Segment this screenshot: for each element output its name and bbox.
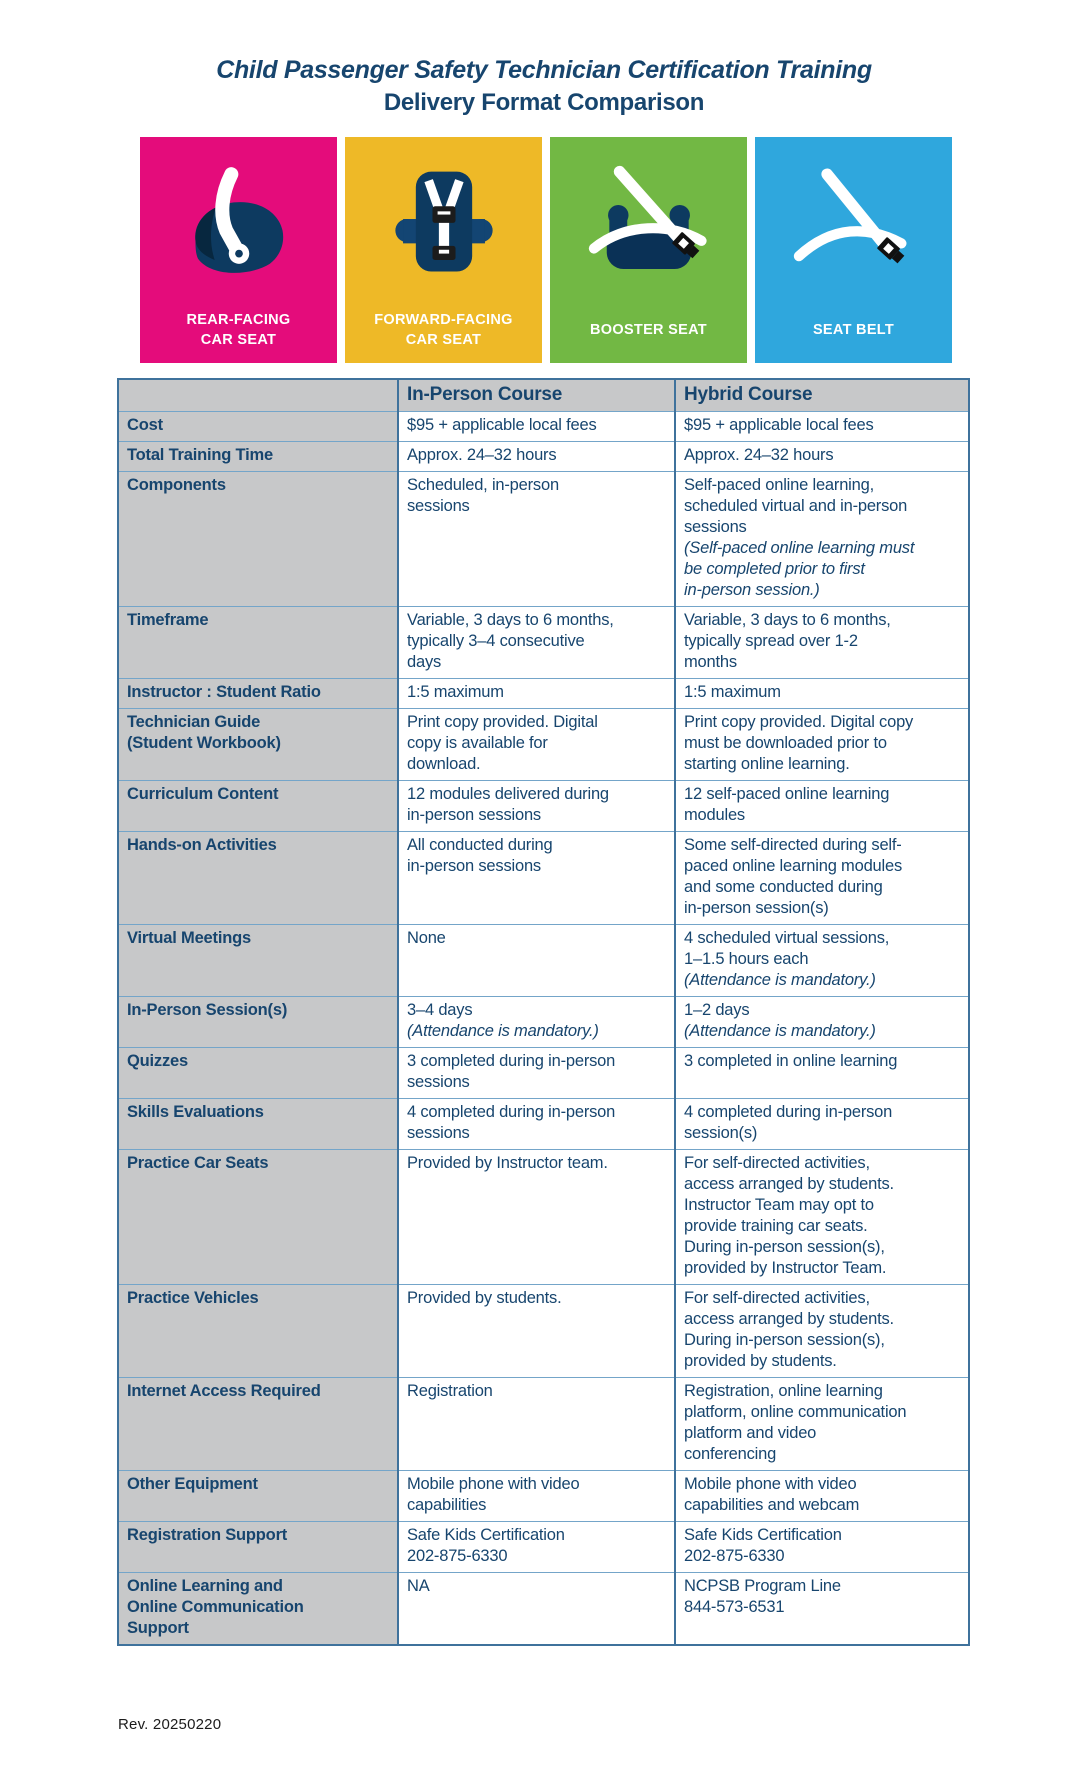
table-row bbox=[118, 781, 969, 832]
table-row bbox=[118, 1522, 969, 1573]
tile-forward-facing-car-seat bbox=[345, 137, 542, 363]
cell-text: Registration, online learning platform, online communication platform and video conferencing bbox=[684, 1382, 907, 1463]
table-row bbox=[118, 1471, 969, 1522]
hybrid-cell bbox=[675, 679, 969, 709]
cell-text: NA bbox=[407, 1577, 430, 1595]
document-title-block bbox=[0, 56, 1088, 117]
row-label: Registration Support bbox=[118, 1522, 398, 1573]
delivery-format-comparison-table bbox=[117, 378, 970, 1646]
hybrid-cell bbox=[675, 709, 969, 781]
in-person-cell bbox=[398, 1573, 675, 1646]
cell-text: For self-directed activities, access arranged by students. During in-person session(s), provided by students. bbox=[684, 1289, 894, 1370]
table-row bbox=[118, 607, 969, 679]
cell-text: 3 completed in online learning bbox=[684, 1052, 898, 1070]
in-person-cell bbox=[398, 1099, 675, 1150]
cell-text: All conducted during in-person sessions bbox=[407, 836, 553, 875]
column-header-in-person: In-Person Course bbox=[398, 379, 675, 412]
hybrid-cell bbox=[675, 1285, 969, 1378]
row-label: Virtual Meetings bbox=[118, 925, 398, 997]
row-label: Components bbox=[118, 472, 398, 607]
table-row bbox=[118, 997, 969, 1048]
in-person-cell bbox=[398, 997, 675, 1048]
tile-label bbox=[187, 309, 291, 363]
seat-belt-icon bbox=[755, 137, 952, 309]
cell-text: 3–4 days bbox=[407, 1001, 473, 1019]
booster-seat-icon bbox=[550, 137, 747, 309]
in-person-cell bbox=[398, 1471, 675, 1522]
tile-label-line: CAR SEAT bbox=[405, 332, 482, 348]
in-person-cell bbox=[398, 1285, 675, 1378]
row-label: Other Equipment bbox=[118, 1471, 398, 1522]
cell-text: 1:5 maximum bbox=[684, 683, 781, 701]
cell-text: For self-directed activities, access arranged by students. Instructor Team may opt to provide training car seats. During in-person session(s), provided by Instructor Team. bbox=[684, 1154, 894, 1277]
rear-facing-car-seat-icon bbox=[140, 137, 337, 309]
hybrid-cell bbox=[675, 607, 969, 679]
in-person-cell bbox=[398, 472, 675, 607]
table-row bbox=[118, 1378, 969, 1471]
cell-text: 1:5 maximum bbox=[407, 683, 504, 701]
hybrid-cell bbox=[675, 1522, 969, 1573]
tile-label bbox=[590, 309, 707, 363]
cell-text: Print copy provided. Digital copy must be downloaded prior to starting online learning. bbox=[684, 713, 914, 773]
in-person-cell bbox=[398, 442, 675, 472]
row-label: Total Training Time bbox=[118, 442, 398, 472]
table-row bbox=[118, 709, 969, 781]
row-label: Technician Guide (Student Workbook) bbox=[118, 709, 398, 781]
cell-text: Provided by students. bbox=[407, 1289, 562, 1307]
hybrid-cell bbox=[675, 412, 969, 442]
row-label: Online Learning and Online Communication Support bbox=[118, 1573, 398, 1646]
seat-type-tiles bbox=[140, 137, 952, 363]
hybrid-cell bbox=[675, 442, 969, 472]
tile-label-line: CAR SEAT bbox=[200, 332, 277, 348]
revision-date: Rev. 20250220 bbox=[118, 1716, 222, 1733]
hybrid-cell bbox=[675, 781, 969, 832]
table-row bbox=[118, 925, 969, 997]
hybrid-cell bbox=[675, 1099, 969, 1150]
hybrid-cell bbox=[675, 832, 969, 925]
hybrid-cell bbox=[675, 1378, 969, 1471]
row-label: Quizzes bbox=[118, 1048, 398, 1099]
cell-text: 12 self-paced online learning modules bbox=[684, 785, 890, 824]
hybrid-cell bbox=[675, 1471, 969, 1522]
row-label: Cost bbox=[118, 412, 398, 442]
cell-text: None bbox=[407, 929, 446, 947]
cell-text: (Attendance is mandatory.) bbox=[684, 971, 876, 989]
cell-text: Some self-directed during self- paced online learning modules and some conducted during in-person session(s) bbox=[684, 836, 903, 917]
cell-text: (Attendance is mandatory.) bbox=[684, 1022, 876, 1040]
row-label: Internet Access Required bbox=[118, 1378, 398, 1471]
table-row bbox=[118, 1285, 969, 1378]
cell-text: NCPSB Program Line 844-573-6531 bbox=[684, 1577, 841, 1616]
cell-text: (Attendance is mandatory.) bbox=[407, 1022, 599, 1040]
table-row bbox=[118, 472, 969, 607]
cell-text: 4 completed during in-person sessions bbox=[407, 1103, 616, 1142]
in-person-cell bbox=[398, 1150, 675, 1285]
row-label: Hands-on Activities bbox=[118, 832, 398, 925]
in-person-cell bbox=[398, 1378, 675, 1471]
table-row bbox=[118, 832, 969, 925]
hybrid-cell bbox=[675, 925, 969, 997]
table-row bbox=[118, 412, 969, 442]
hybrid-cell bbox=[675, 1048, 969, 1099]
table-row bbox=[118, 1048, 969, 1099]
cell-text: 1–2 days bbox=[684, 1001, 750, 1019]
table-row bbox=[118, 679, 969, 709]
hybrid-cell bbox=[675, 997, 969, 1048]
in-person-cell bbox=[398, 679, 675, 709]
page-title: Child Passenger Safety Technician Certification Training bbox=[216, 56, 872, 84]
row-label: Curriculum Content bbox=[118, 781, 398, 832]
cell-text: Self-paced online learning, scheduled virtual and in-person sessions bbox=[684, 476, 908, 536]
in-person-cell bbox=[398, 607, 675, 679]
in-person-cell bbox=[398, 1048, 675, 1099]
hybrid-cell bbox=[675, 1573, 969, 1646]
cell-text: $95 + applicable local fees bbox=[684, 416, 874, 434]
table-row bbox=[118, 1099, 969, 1150]
cell-text: Provided by Instructor team. bbox=[407, 1154, 608, 1172]
in-person-cell bbox=[398, 781, 675, 832]
tile-rear-facing-car-seat bbox=[140, 137, 337, 363]
cell-text: Safe Kids Certification 202-875-6330 bbox=[407, 1526, 565, 1565]
tile-label bbox=[374, 309, 512, 363]
cell-text: 12 modules delivered during in-person sessions bbox=[407, 785, 609, 824]
forward-facing-car-seat-icon bbox=[345, 137, 542, 309]
row-label: Timeframe bbox=[118, 607, 398, 679]
column-header-hybrid: Hybrid Course bbox=[675, 379, 969, 412]
column-header-empty bbox=[118, 379, 398, 412]
cell-text: 4 scheduled virtual sessions, 1–1.5 hours each bbox=[684, 929, 890, 968]
cell-text: Registration bbox=[407, 1382, 493, 1400]
hybrid-cell bbox=[675, 1150, 969, 1285]
cell-text: Variable, 3 days to 6 months, typically 3–4 consecutive days bbox=[407, 611, 614, 671]
cell-text: Print copy provided. Digital copy is available for download. bbox=[407, 713, 598, 773]
cell-text: $95 + applicable local fees bbox=[407, 416, 597, 434]
row-label: Instructor : Student Ratio bbox=[118, 679, 398, 709]
in-person-cell bbox=[398, 1522, 675, 1573]
table-row bbox=[118, 1150, 969, 1285]
row-label: Skills Evaluations bbox=[118, 1099, 398, 1150]
in-person-cell bbox=[398, 709, 675, 781]
tile-seat-belt bbox=[755, 137, 952, 363]
tile-booster-seat bbox=[550, 137, 747, 363]
row-label: In-Person Session(s) bbox=[118, 997, 398, 1048]
hybrid-cell bbox=[675, 472, 969, 607]
table-row bbox=[118, 442, 969, 472]
row-label: Practice Vehicles bbox=[118, 1285, 398, 1378]
page-subtitle: Delivery Format Comparison bbox=[383, 89, 705, 116]
cell-text: Mobile phone with video capabilities and webcam bbox=[684, 1475, 860, 1514]
tile-label-line: SEAT BELT bbox=[812, 322, 895, 339]
in-person-cell bbox=[398, 925, 675, 997]
tile-label-line: BOOSTER SEAT bbox=[590, 322, 707, 339]
cell-text: Scheduled, in-person sessions bbox=[407, 476, 559, 515]
cell-text: Mobile phone with video capabilities bbox=[407, 1475, 580, 1514]
in-person-cell bbox=[398, 412, 675, 442]
cell-text: 3 completed during in-person sessions bbox=[407, 1052, 616, 1091]
tile-label-line: FORWARD-FACING bbox=[374, 312, 513, 329]
tile-label-line: REAR-FACING bbox=[186, 312, 291, 329]
row-label: Practice Car Seats bbox=[118, 1150, 398, 1285]
cell-text: Variable, 3 days to 6 months, typically spread over 1-2 months bbox=[684, 611, 891, 671]
cell-text: (Self-paced online learning must be completed prior to first in-person session.) bbox=[684, 539, 915, 599]
table-header-row bbox=[118, 379, 969, 412]
cell-text: Safe Kids Certification 202-875-6330 bbox=[684, 1526, 842, 1565]
cell-text: Approx. 24–32 hours bbox=[407, 446, 557, 464]
cell-text: Approx. 24–32 hours bbox=[684, 446, 834, 464]
tile-label bbox=[813, 309, 894, 363]
in-person-cell bbox=[398, 832, 675, 925]
cell-text: 4 completed during in-person session(s) bbox=[684, 1103, 893, 1142]
table-row bbox=[118, 1573, 969, 1646]
